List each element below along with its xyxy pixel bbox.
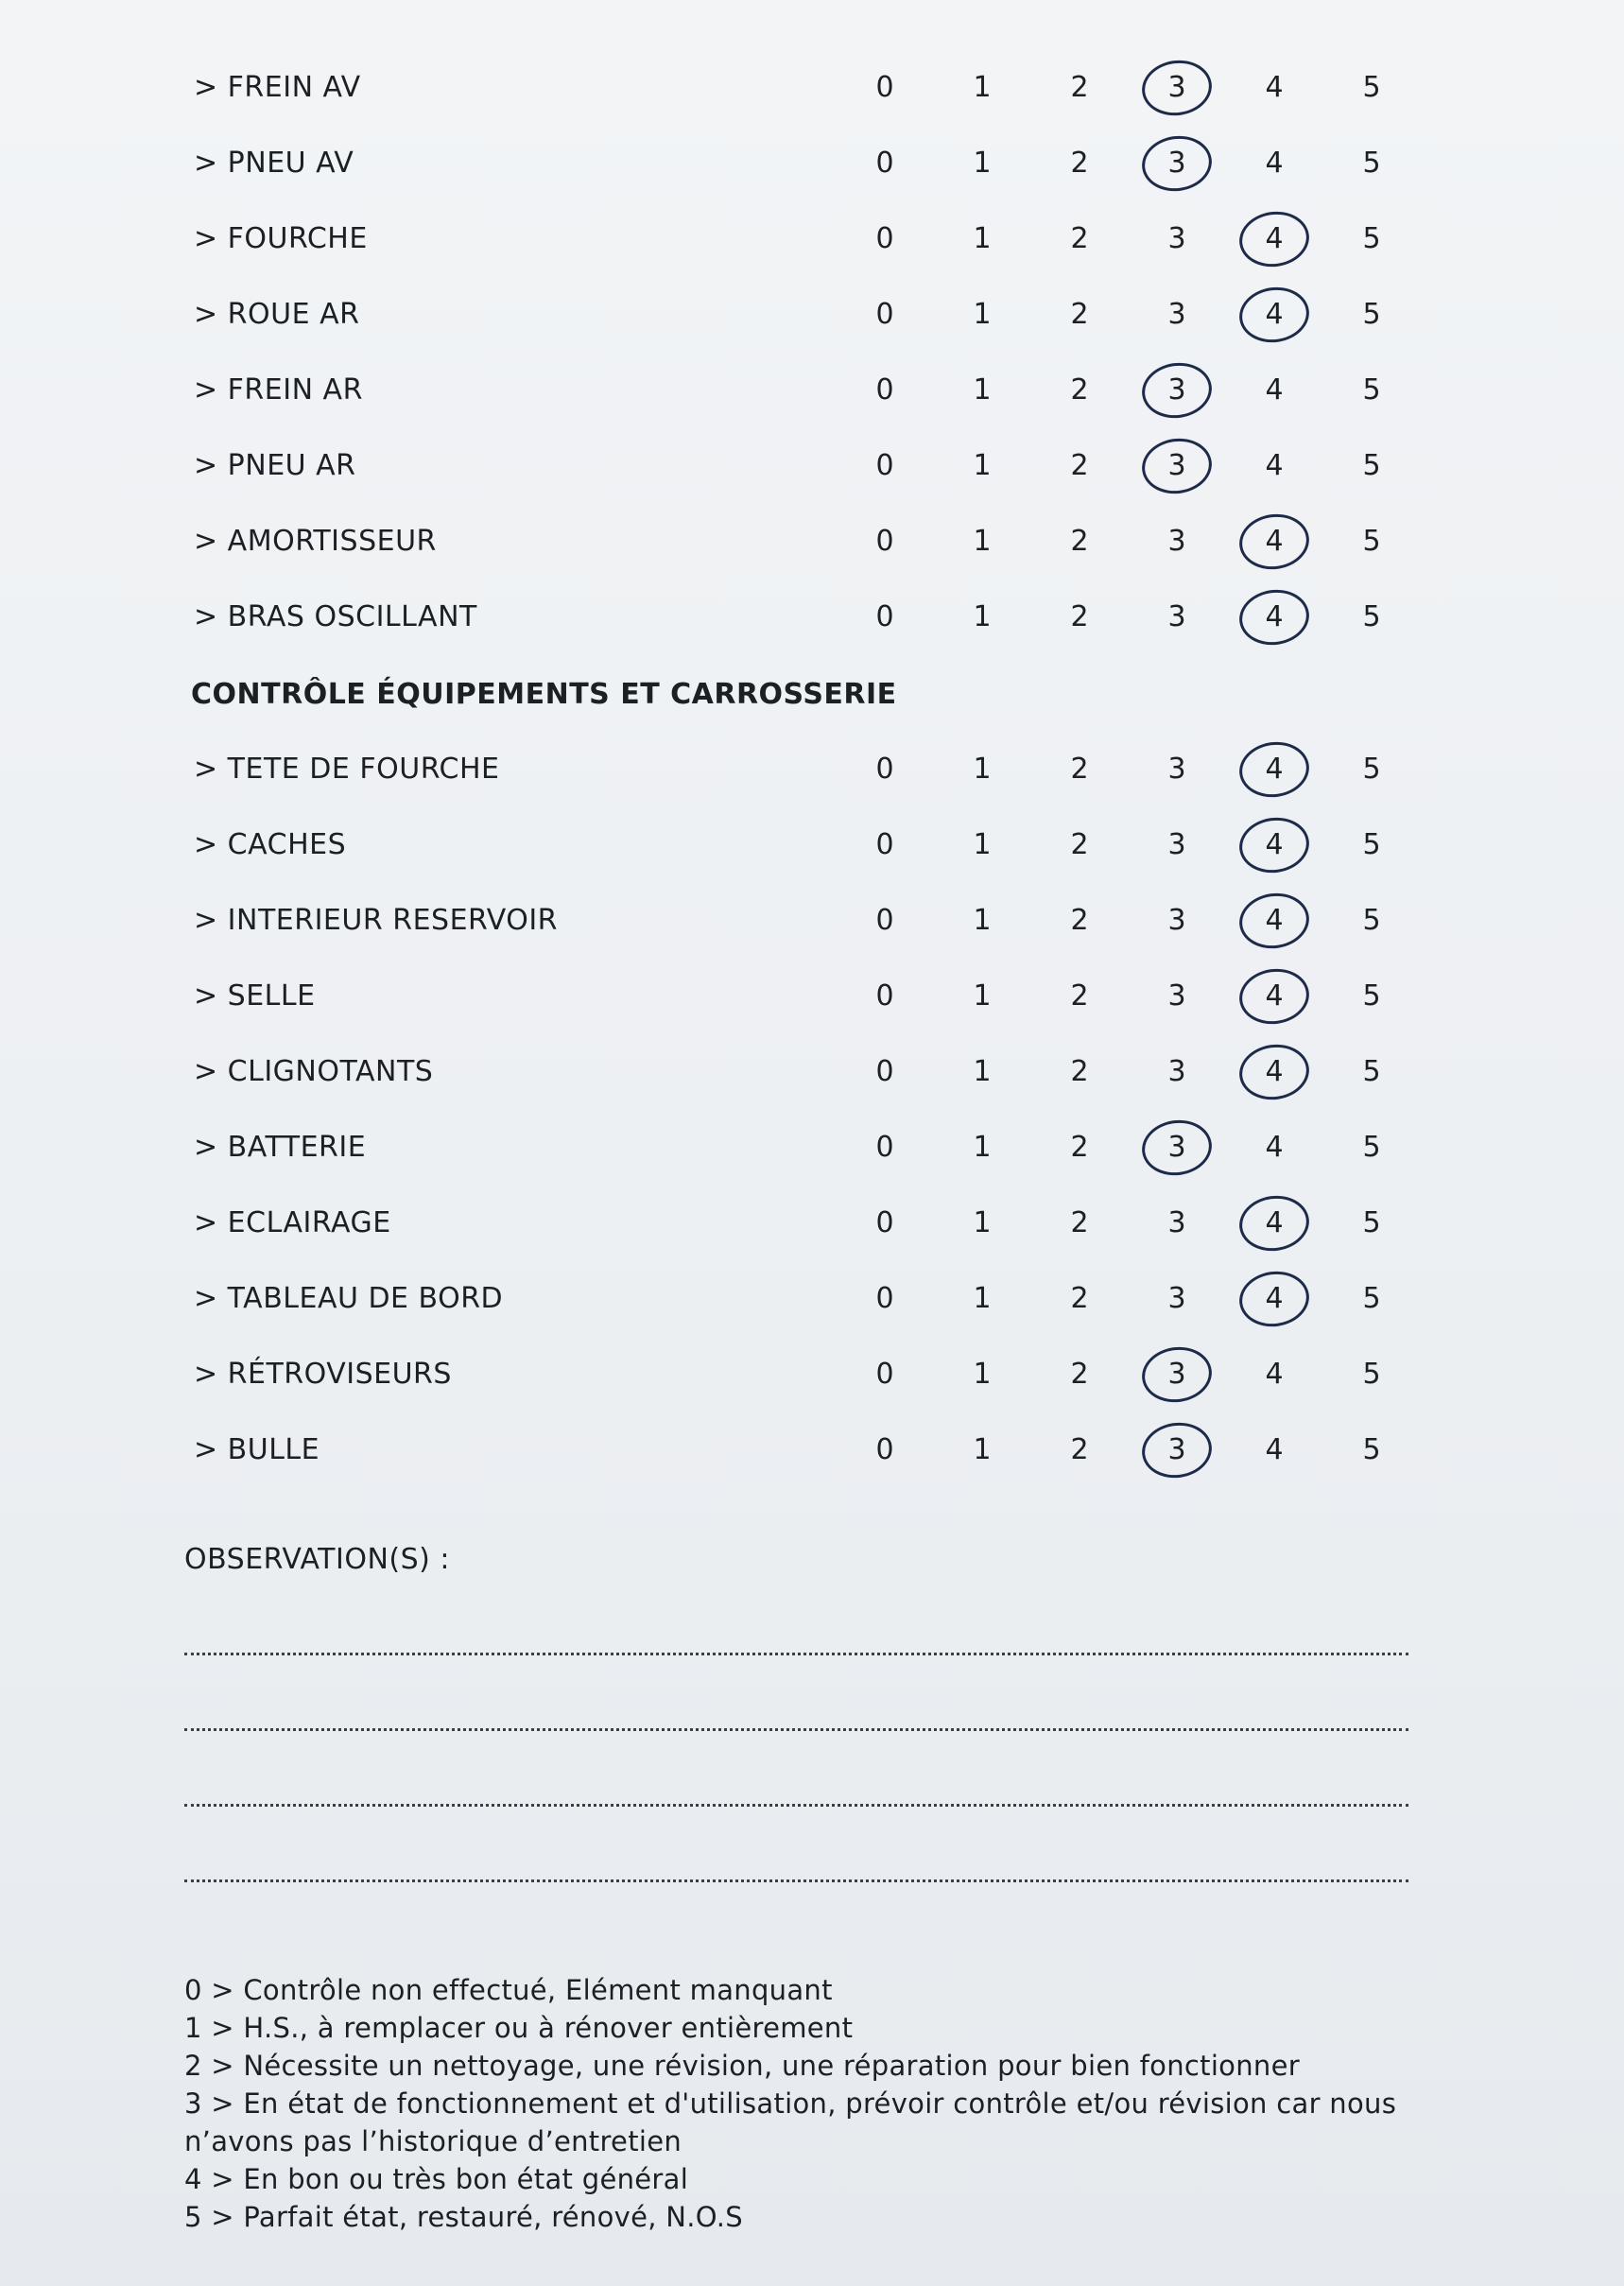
selected-score-circle [1235,1040,1312,1104]
check-label: > SELLE [194,979,316,1013]
score-2[interactable]: 2 [1070,147,1089,180]
selected-score-circle [1138,434,1215,498]
legend-item-2: 2 > Nécessite un nettoyage, une révision, une réparation pour bien fonctionner [184,2050,1300,2082]
check-label: > PNEU AV [194,147,354,180]
check-row-pneu-av [0,126,1624,201]
score-2[interactable]: 2 [1070,1055,1089,1088]
check-label: > FREIN AR [194,373,363,407]
selected-score-circle [1235,813,1312,877]
check-label: > ROUE AR [194,298,360,331]
score-5[interactable]: 5 [1362,1055,1381,1088]
score-1[interactable]: 1 [973,1055,992,1088]
score-4[interactable]: 4 [1246,732,1303,807]
score-3[interactable]: 3 [1167,222,1186,255]
score-5[interactable]: 5 [1362,222,1381,255]
check-label: > TABLEAU DE BORD [194,1282,504,1315]
selected-score-circle [1138,131,1215,196]
score-5[interactable]: 5 [1362,600,1381,633]
score-0[interactable]: 0 [875,298,894,331]
score-0[interactable]: 0 [875,979,894,1013]
score-5[interactable]: 5 [1362,828,1381,861]
score-3[interactable]: 3 [1167,1055,1186,1088]
score-3[interactable]: 3 [1149,126,1205,201]
legend-item-4: 4 > En bon ou très bon état général [184,2163,689,2195]
selected-score-circle [1138,56,1215,120]
score-4[interactable]: 4 [1246,1261,1303,1337]
score-1[interactable]: 1 [973,525,992,558]
score-1[interactable]: 1 [973,904,992,937]
score-1[interactable]: 1 [973,373,992,407]
score-3[interactable]: 3 [1167,298,1186,331]
score-1[interactable]: 1 [973,71,992,104]
score-3[interactable]: 3 [1167,525,1186,558]
section-heading: CONTRÔLE ÉQUIPEMENTS ET CARROSSERIE [191,678,897,711]
score-1[interactable]: 1 [973,298,992,331]
score-1[interactable]: 1 [973,600,992,633]
check-label: > TETE DE FOURCHE [194,753,500,786]
check-row-pneu-ar [0,428,1624,504]
score-5[interactable]: 5 [1362,373,1381,407]
score-2[interactable]: 2 [1070,1206,1089,1239]
check-label: > BULLE [194,1433,320,1466]
score-1[interactable]: 1 [973,979,992,1013]
check-label: > FREIN AV [194,71,361,104]
score-3[interactable]: 3 [1167,828,1186,861]
score-3[interactable]: 3 [1149,1337,1205,1412]
score-3[interactable]: 3 [1149,1110,1205,1186]
score-2[interactable]: 2 [1070,449,1089,482]
observation-line[interactable] [184,1653,1408,1655]
score-3[interactable]: 3 [1167,904,1186,937]
check-label: > CACHES [194,828,347,861]
score-3[interactable]: 3 [1149,353,1205,428]
score-5[interactable]: 5 [1362,753,1381,786]
check-row-tableau-de-bord [0,1261,1624,1337]
selected-score-circle [1235,283,1312,347]
check-label: > FOURCHE [194,222,368,255]
score-0[interactable]: 0 [875,525,894,558]
check-row-tete-de-fourche [0,732,1624,807]
score-0[interactable]: 0 [875,222,894,255]
check-label: > CLIGNOTANTS [194,1055,434,1088]
score-4[interactable]: 4 [1246,959,1303,1034]
observation-line[interactable] [184,1879,1408,1882]
score-1[interactable]: 1 [973,1433,992,1466]
selected-score-circle [1138,1116,1215,1180]
score-3[interactable]: 3 [1167,979,1186,1013]
score-1[interactable]: 1 [973,1206,992,1239]
score-0[interactable]: 0 [875,904,894,937]
score-2[interactable]: 2 [1070,373,1089,407]
check-row-caches [0,807,1624,883]
observations-title: OBSERVATION(S) : [184,1543,450,1576]
score-4[interactable]: 4 [1265,449,1284,482]
score-0[interactable]: 0 [875,1433,894,1466]
selected-score-circle [1235,1267,1312,1331]
score-4[interactable]: 4 [1246,1034,1303,1110]
check-row-frein-ar [0,353,1624,428]
selected-score-circle [1235,585,1312,649]
score-2[interactable]: 2 [1070,1433,1089,1466]
selected-score-circle [1235,889,1312,953]
score-5[interactable]: 5 [1362,904,1381,937]
check-label: > ECLAIRAGE [194,1206,391,1239]
check-row-eclairage [0,1186,1624,1261]
score-2[interactable]: 2 [1070,600,1089,633]
score-3[interactable]: 3 [1167,753,1186,786]
check-row-batterie [0,1110,1624,1186]
check-row-selle [0,959,1624,1034]
legend-item-0: 0 > Contrôle non effectué, Elément manquant [184,1974,833,2006]
score-5[interactable]: 5 [1362,147,1381,180]
score-1[interactable]: 1 [973,449,992,482]
legend-item-1: 1 > H.S., à remplacer ou à rénover entièrement [184,2012,854,2044]
score-1[interactable]: 1 [973,147,992,180]
score-2[interactable]: 2 [1070,1282,1089,1315]
score-1[interactable]: 1 [973,753,992,786]
score-0[interactable]: 0 [875,1055,894,1088]
score-2[interactable]: 2 [1070,525,1089,558]
check-row-clignotants [0,1034,1624,1110]
score-0[interactable]: 0 [875,1358,894,1391]
score-2[interactable]: 2 [1070,904,1089,937]
check-row-interieur-reservoir [0,883,1624,959]
score-0[interactable]: 0 [875,600,894,633]
check-row-retroviseurs [0,1337,1624,1412]
check-label: > RÉTROVISEURS [194,1358,452,1391]
score-1[interactable]: 1 [973,1131,992,1164]
score-4[interactable]: 4 [1246,277,1303,353]
score-2[interactable]: 2 [1070,71,1089,104]
score-3[interactable]: 3 [1149,428,1205,504]
score-0[interactable]: 0 [875,1131,894,1164]
score-1[interactable]: 1 [973,1282,992,1315]
observation-line[interactable] [184,1804,1408,1807]
selected-score-circle [1235,964,1312,1029]
score-0[interactable]: 0 [875,828,894,861]
check-row-fourche [0,201,1624,277]
score-0[interactable]: 0 [875,449,894,482]
score-0[interactable]: 0 [875,373,894,407]
score-1[interactable]: 1 [973,828,992,861]
score-0[interactable]: 0 [875,71,894,104]
score-5[interactable]: 5 [1362,1206,1381,1239]
check-label: > PNEU AR [194,449,356,482]
observation-line[interactable] [184,1728,1408,1731]
check-label: > INTERIEUR RESERVOIR [194,904,559,937]
score-5[interactable]: 5 [1362,1282,1381,1315]
legend-item-3: 3 > En état de fonctionnement et d'utilisation, prévoir contrôle et/ou révision car nous n’avons pas l’historique d’entretien [184,2087,1397,2157]
score-2[interactable]: 2 [1070,828,1089,861]
score-5[interactable]: 5 [1362,449,1381,482]
score-3[interactable]: 3 [1149,1412,1205,1488]
check-label: > BRAS OSCILLANT [194,600,477,633]
score-4[interactable]: 4 [1265,1433,1284,1466]
selected-score-circle [1235,510,1312,574]
score-0[interactable]: 0 [875,753,894,786]
score-0[interactable]: 0 [875,147,894,180]
check-row-frein-av [0,50,1624,126]
score-4[interactable]: 4 [1265,373,1284,407]
check-row-roue-ar [0,277,1624,353]
selected-score-circle [1138,358,1215,423]
score-4[interactable]: 4 [1265,1358,1284,1391]
selected-score-circle [1235,737,1312,802]
selected-score-circle [1138,1342,1215,1407]
score-5[interactable]: 5 [1362,71,1381,104]
score-3[interactable]: 3 [1167,600,1186,633]
score-2[interactable]: 2 [1070,222,1089,255]
score-5[interactable]: 5 [1362,1433,1381,1466]
score-4[interactable]: 4 [1246,201,1303,277]
score-3[interactable]: 3 [1167,1206,1186,1239]
check-row-amortisseur [0,504,1624,580]
score-2[interactable]: 2 [1070,1131,1089,1164]
score-4[interactable]: 4 [1265,147,1284,180]
score-2[interactable]: 2 [1070,1358,1089,1391]
check-label: > BATTERIE [194,1131,367,1164]
check-label: > AMORTISSEUR [194,525,437,558]
score-2[interactable]: 2 [1070,979,1089,1013]
score-4[interactable]: 4 [1246,807,1303,883]
selected-score-circle [1138,1418,1215,1482]
check-row-bulle [0,1412,1624,1488]
score-2[interactable]: 2 [1070,298,1089,331]
score-3[interactable]: 3 [1167,1282,1186,1315]
score-5[interactable]: 5 [1362,1358,1381,1391]
score-2[interactable]: 2 [1070,753,1089,786]
score-4[interactable]: 4 [1246,883,1303,959]
score-1[interactable]: 1 [973,222,992,255]
score-5[interactable]: 5 [1362,298,1381,331]
legend-item-5: 5 > Parfait état, restauré, rénové, N.O.S [184,2201,743,2233]
score-4[interactable]: 4 [1265,1131,1284,1164]
score-5[interactable]: 5 [1362,979,1381,1013]
score-4[interactable]: 4 [1246,1186,1303,1261]
score-4[interactable]: 4 [1246,580,1303,655]
selected-score-circle [1235,1191,1312,1256]
score-1[interactable]: 1 [973,1358,992,1391]
selected-score-circle [1235,207,1312,271]
rating-legend [184,1971,1413,2236]
score-5[interactable]: 5 [1362,1131,1381,1164]
score-3[interactable]: 3 [1149,50,1205,126]
score-0[interactable]: 0 [875,1282,894,1315]
check-row-bras-oscillant [0,580,1624,655]
score-0[interactable]: 0 [875,1206,894,1239]
score-4[interactable]: 4 [1246,504,1303,580]
score-4[interactable]: 4 [1265,71,1284,104]
score-5[interactable]: 5 [1362,525,1381,558]
